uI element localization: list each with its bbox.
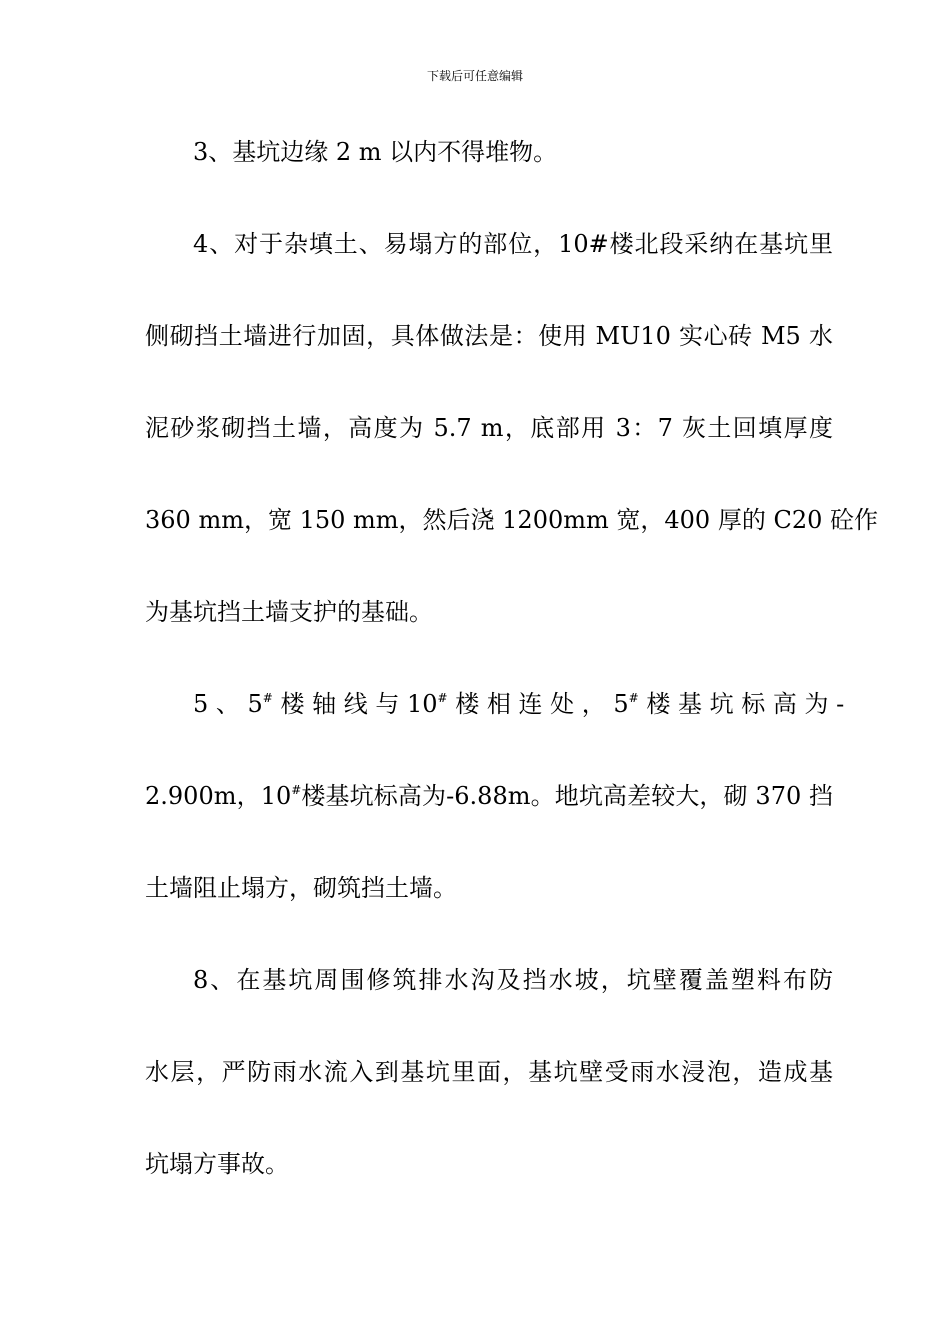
paragraph-4-line-3: 泥砂浆砌挡土墙，高度为 5.7 m，底部用 3：7 灰土回填厚度	[145, 414, 833, 442]
paragraph-5-line-1	[145, 676, 845, 768]
paragraph-4-line-1: 4、对于杂填土、易塌方的部位，10#楼北段采纳在基坑里	[193, 230, 833, 258]
p5-line2-text-a: 2.900m，10	[145, 782, 292, 810]
p5-text-c: 楼 相 连 处 ， 5	[447, 690, 629, 718]
p5-line2-sup: #	[291, 783, 302, 797]
p5-text-a: 5 、 5	[193, 690, 263, 718]
p5-sup-2: #	[437, 691, 448, 705]
paragraph-8-line-3: 坑塌方事故。	[145, 1150, 289, 1178]
p5-line2-text-b: 楼基坑标高为-6.88m。地坑高差较大，砌 370 挡	[301, 782, 833, 810]
p5-sup-1: #	[262, 691, 273, 705]
page-header: 下载后可任意编辑	[426, 69, 523, 83]
p5-text-d: 楼 基 坑 标 高 为 -	[638, 690, 845, 718]
document-body	[145, 124, 878, 1228]
paragraph-4-line-5: 为基坑挡土墙支护的基础。	[145, 598, 433, 626]
paragraph-4-line-2: 侧砌挡土墙进行加固，具体做法是：使用 MU10 实心砖 M5 水	[145, 322, 833, 350]
paragraph-8-line-2: 水层，严防雨水流入到基坑里面，基坑壁受雨水浸泡，造成基	[145, 1058, 833, 1086]
paragraph-4-line-4: 360 mm，宽 150 mm，然后浇 1200mm 宽，400 厚的 C20 砼作	[145, 506, 878, 534]
paragraph-8-line-1: 8、在基坑周围修筑排水沟及挡水坡，坑壁覆盖塑料布防	[193, 966, 833, 994]
paragraph-5-line-3: 土墙阻止塌方，砌筑挡土墙。	[145, 874, 457, 902]
paragraph-3-line-1: 3、基坑边缘 2 m 以内不得堆物。	[193, 138, 558, 166]
paragraph-5-line-2	[145, 768, 833, 860]
p5-sup-3: #	[628, 691, 639, 705]
p5-text-b: 楼 轴 线 与 10	[272, 690, 438, 718]
